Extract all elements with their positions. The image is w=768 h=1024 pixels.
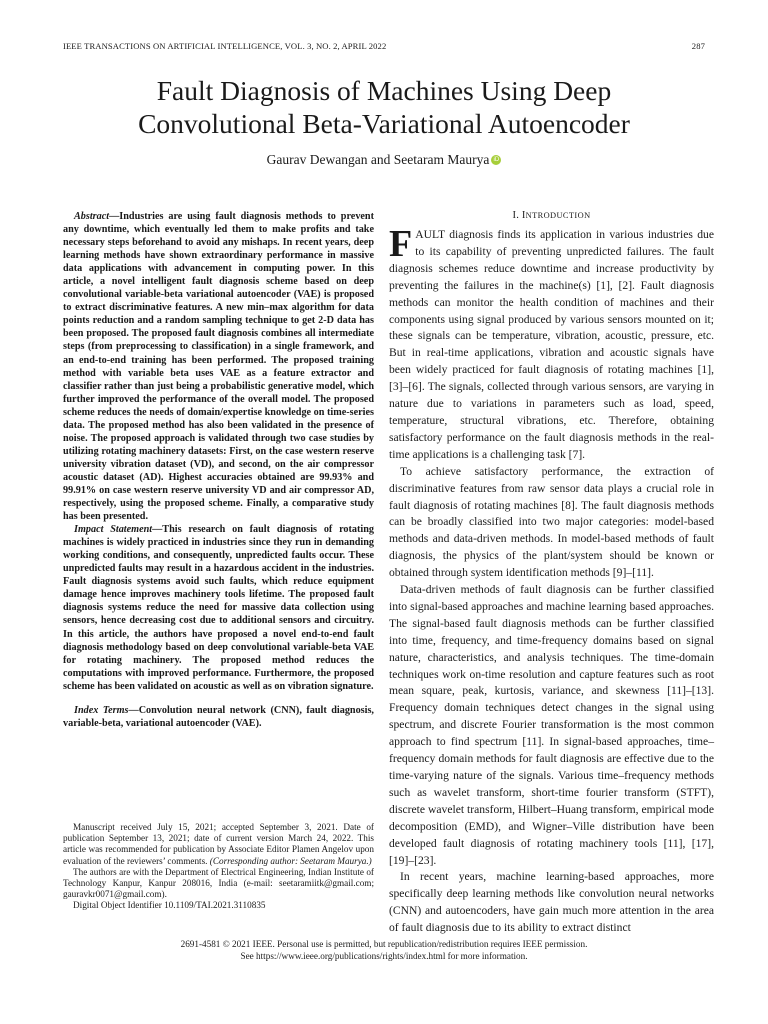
title-line-2: Convolutional Beta-Variational Autoencoder xyxy=(138,108,630,139)
orcid-icon[interactable]: iD xyxy=(491,155,501,165)
footnote-received-text: Manuscript received July 15, 2021; accepted September 3, 2021. Date of publication September 13, 2021; date of current version March 24, 2022. This article was recommended for publication by Associate Editor Plamen Angelov upon evaluation of the reviewers’ comments. xyxy=(63,822,374,866)
section-numeral: I. xyxy=(512,210,522,221)
intro-paragraph-1 xyxy=(389,223,714,464)
impact-text: —This research on fault diagnosis of rotating machines is widely practiced in industries since they run in demanding working conditions, and consequently, unpredicted faults occur. These unpredicted faults may result in a hazardous accident in the industries. Fault diagnosis systems avoid such faults, which reduce equipment damage hence improves machinery tools lifetime. The proposed fault diagnosis systems reduce the need for massive data collection using sensors, hence decreasing cost due to additional sensors and circuitry. In this article, the authors have proposed a novel end-to-end fault diagnosis methodology based on deep convolutional variable-beta VAE for rotating machinery. The proposed method reduces the computations with improved performance. Furthermore, the proposed scheme has been validated on acoustic as well as on vibration signature. xyxy=(63,524,374,692)
impact-statement xyxy=(63,523,374,693)
impact-lead: Impact Statement xyxy=(74,524,153,536)
authors: Gaurav Dewangan and Seetaram Maurya xyxy=(266,152,490,167)
drop-cap: F xyxy=(389,223,413,265)
copyright-line: 2691-4581 © 2021 IEEE. Personal use is permitted, but republication/redistribution requires IEEE permission. xyxy=(180,939,588,949)
intro-paragraph-3: Data-driven methods of fault diagnosis can be further classified into signal-based approaches and machine learning based approaches. The signal-based fault diagnosis methods can be further classified into time, frequency, and time-frequency domains based on signal nature, characteristics, and analysis techniques. The time-domain techniques work on-time resolution and capture features such as root mean square, peak, kurtosis, variance, and skewness [11]–[13]. Frequency domain techniques detect changes in the signal using spectrum, and discrete Fourier transformation is the most common approach to find spectrum [11]. In signal-based approaches, time–frequency domain methods for fault diagnosis are effective due to the time-varying nature of the signals. Various time–frequency methods such as wavelet transform, short-time fourier transform (STFT), discrete wavelet transform, Hilbert–Huang transform, empirical mode decomposition (EMD), and Wigner–Ville distribution have been developed fault diagnosis of rotating machinery tools [11], [17], [19]–[23]. xyxy=(389,583,714,867)
journal-header: IEEE TRANSACTIONS ON ARTIFICIAL INTELLIGENCE, VOL. 3, NO. 2, APRIL 2022 xyxy=(63,41,387,51)
index-terms-text: —Convolution neural network (CNN), fault diagnosis, variable-beta, variational autoencoder (VAE). xyxy=(63,704,374,729)
paper-title xyxy=(40,74,728,140)
footnote-affiliation: The authors are with the Department of Electrical Engineering, Indian Institute of Technology Kanpur, Kanpur 208016, India (e-mail: seetaramiitk@gmail.com; gauravkr0071@gmail.com). xyxy=(63,866,374,900)
intro-paragraph-2: To achieve satisfactory performance, the extraction of discriminative features from raw sensor data plays a crucial role in fault diagnosis of rotating machines [8]. The fault diagnosis methods can be broadly classified into two major categories: model-based methods and data-driven methods. In model-based methods of fault diagnosis, the physics of the plant/system should be known or obtained through system identification methods [9]–[11]. xyxy=(389,464,714,580)
intro-paragraph-4: In recent years, machine learning-based approaches, more specifically deep learning methods like convolution neural networks (CNN) and autoencoders, have gain much more attention in the area of fault diagnosis due to its ability to extract distinct xyxy=(389,870,714,935)
copyright-footer xyxy=(0,938,768,963)
index-terms xyxy=(63,704,374,730)
rights-link[interactable]: See https://www.ieee.org/publications/rights/index.html for more information. xyxy=(240,951,528,962)
abstract xyxy=(63,210,374,523)
title-line-1: Fault Diagnosis of Machines Using Deep xyxy=(156,75,612,106)
section-title-rest: NTRODUCTION xyxy=(525,211,591,220)
first-page-footnote xyxy=(63,822,374,912)
footnote-doi: Digital Object Identifier 10.1109/TAI.2021.3110835 xyxy=(73,900,266,911)
right-column xyxy=(389,210,714,937)
intro-paragraph-1-text: AULT diagnosis finds its application in various industries due to its capability of preventing unpredicted failures. The fault diagnosis schemes reduce downtime and increase productivity by preventing the failures in the machine(s) [1], [2]. Fault diagnosis methods can monitor the health condition of machines and their components using signal produced by various sensors mounted on it; these signals can be temperature, vibration, acoustic, pressure, etc. But in real-time applications, vibration and acoustic signals have been widely practiced for fault diagnosis of rotating machines [1], [3]–[6]. The signals, collected through various sensors, are varying in nature due to variations in parameters such as load, speed, temperature, structural vibrations, etc. Therefore, obtaining satisfactory performance on the fault diagnosis methods in the real-time applications is a challenging task [7]. xyxy=(389,228,714,461)
left-column xyxy=(63,210,374,730)
footnote-corresponding: (Corresponding author: Seetaram Maurya.) xyxy=(209,855,372,866)
section-initial: I xyxy=(521,210,526,221)
abstract-lead: Abstract xyxy=(74,211,110,222)
section-heading-introduction xyxy=(389,210,714,221)
footnote-received xyxy=(63,822,374,867)
page-number: 287 xyxy=(691,41,705,51)
index-terms-lead: Index Terms xyxy=(74,704,129,716)
running-head xyxy=(63,41,705,51)
abstract-text: —Industries are using fault diagnosis methods to prevent any downtime, which eventually led them to make profits and take necessary steps beforehand to avoid any mishaps. In recent years, deep learning methods have shown extraordinary performance in massive data applications with advancement in computing power. In this article, a novel intelligent fault diagnosis scheme based on deep convolutional variable-beta variational autoencoder (VAE) is proposed to extract discriminative features. A new min–max algorithm for data points reduction and a random sampling technique to get 2-D data has been proposed. The proposed fault diagnosis combines all intermediate steps (from preprocessing to classification) in a single framework, and an end-to-end training has been performed. The proposed training method with variable beta uses VAE as a feature extractor and classifier rather than just being a probabilistic generative model, which further improved the performance of the overall model. The proposed scheme reduces the needs of domain/expertise knowledge on time-series data. The proposed method has also been validated in the presence of noise. The proposed approach is validated through two case studies by utilizing rotating machinery datasets: First, on the case western reserve university vibration dataset (VD), and second, on the air compressor acoustic dataset (AD). Highest accuracies obtained are 99.93% and 99.91% on case western reserve university VD and air compressor AD, respectively, using the proposed scheme. Finally, a comparative study has been presented. xyxy=(63,211,374,523)
author-line xyxy=(0,152,768,168)
